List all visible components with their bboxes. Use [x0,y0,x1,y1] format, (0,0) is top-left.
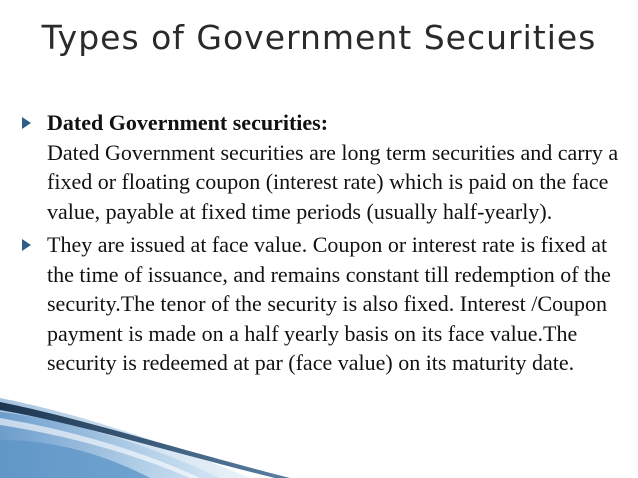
slide-title: Types of Government Securities [41,18,597,57]
triangle-bullet-icon [22,239,31,251]
slide-content [22,108,620,382]
bullet-text: They are issued at face value. Coupon or interest rate is fixed at the time of issuance, and remains constant till redemption of the security.The tenor of the security is also fixed. Interest /Coupon payment is made on a half yearly basis on its face value.The security is redeemed at par (face value) on its maturity date. [47,232,611,375]
triangle-bullet-icon [22,117,31,129]
bullet-text: Dated Government securities are long term securities and carry a fixed or floating coupon (interest rate) which is paid on the face value, payable at fixed time periods (usually half-yearly). [47,139,619,224]
bullet-item-issuance [22,230,620,378]
bullet-item-dated-securities [22,108,620,226]
bullet-heading: Dated Government securities: [47,110,329,135]
